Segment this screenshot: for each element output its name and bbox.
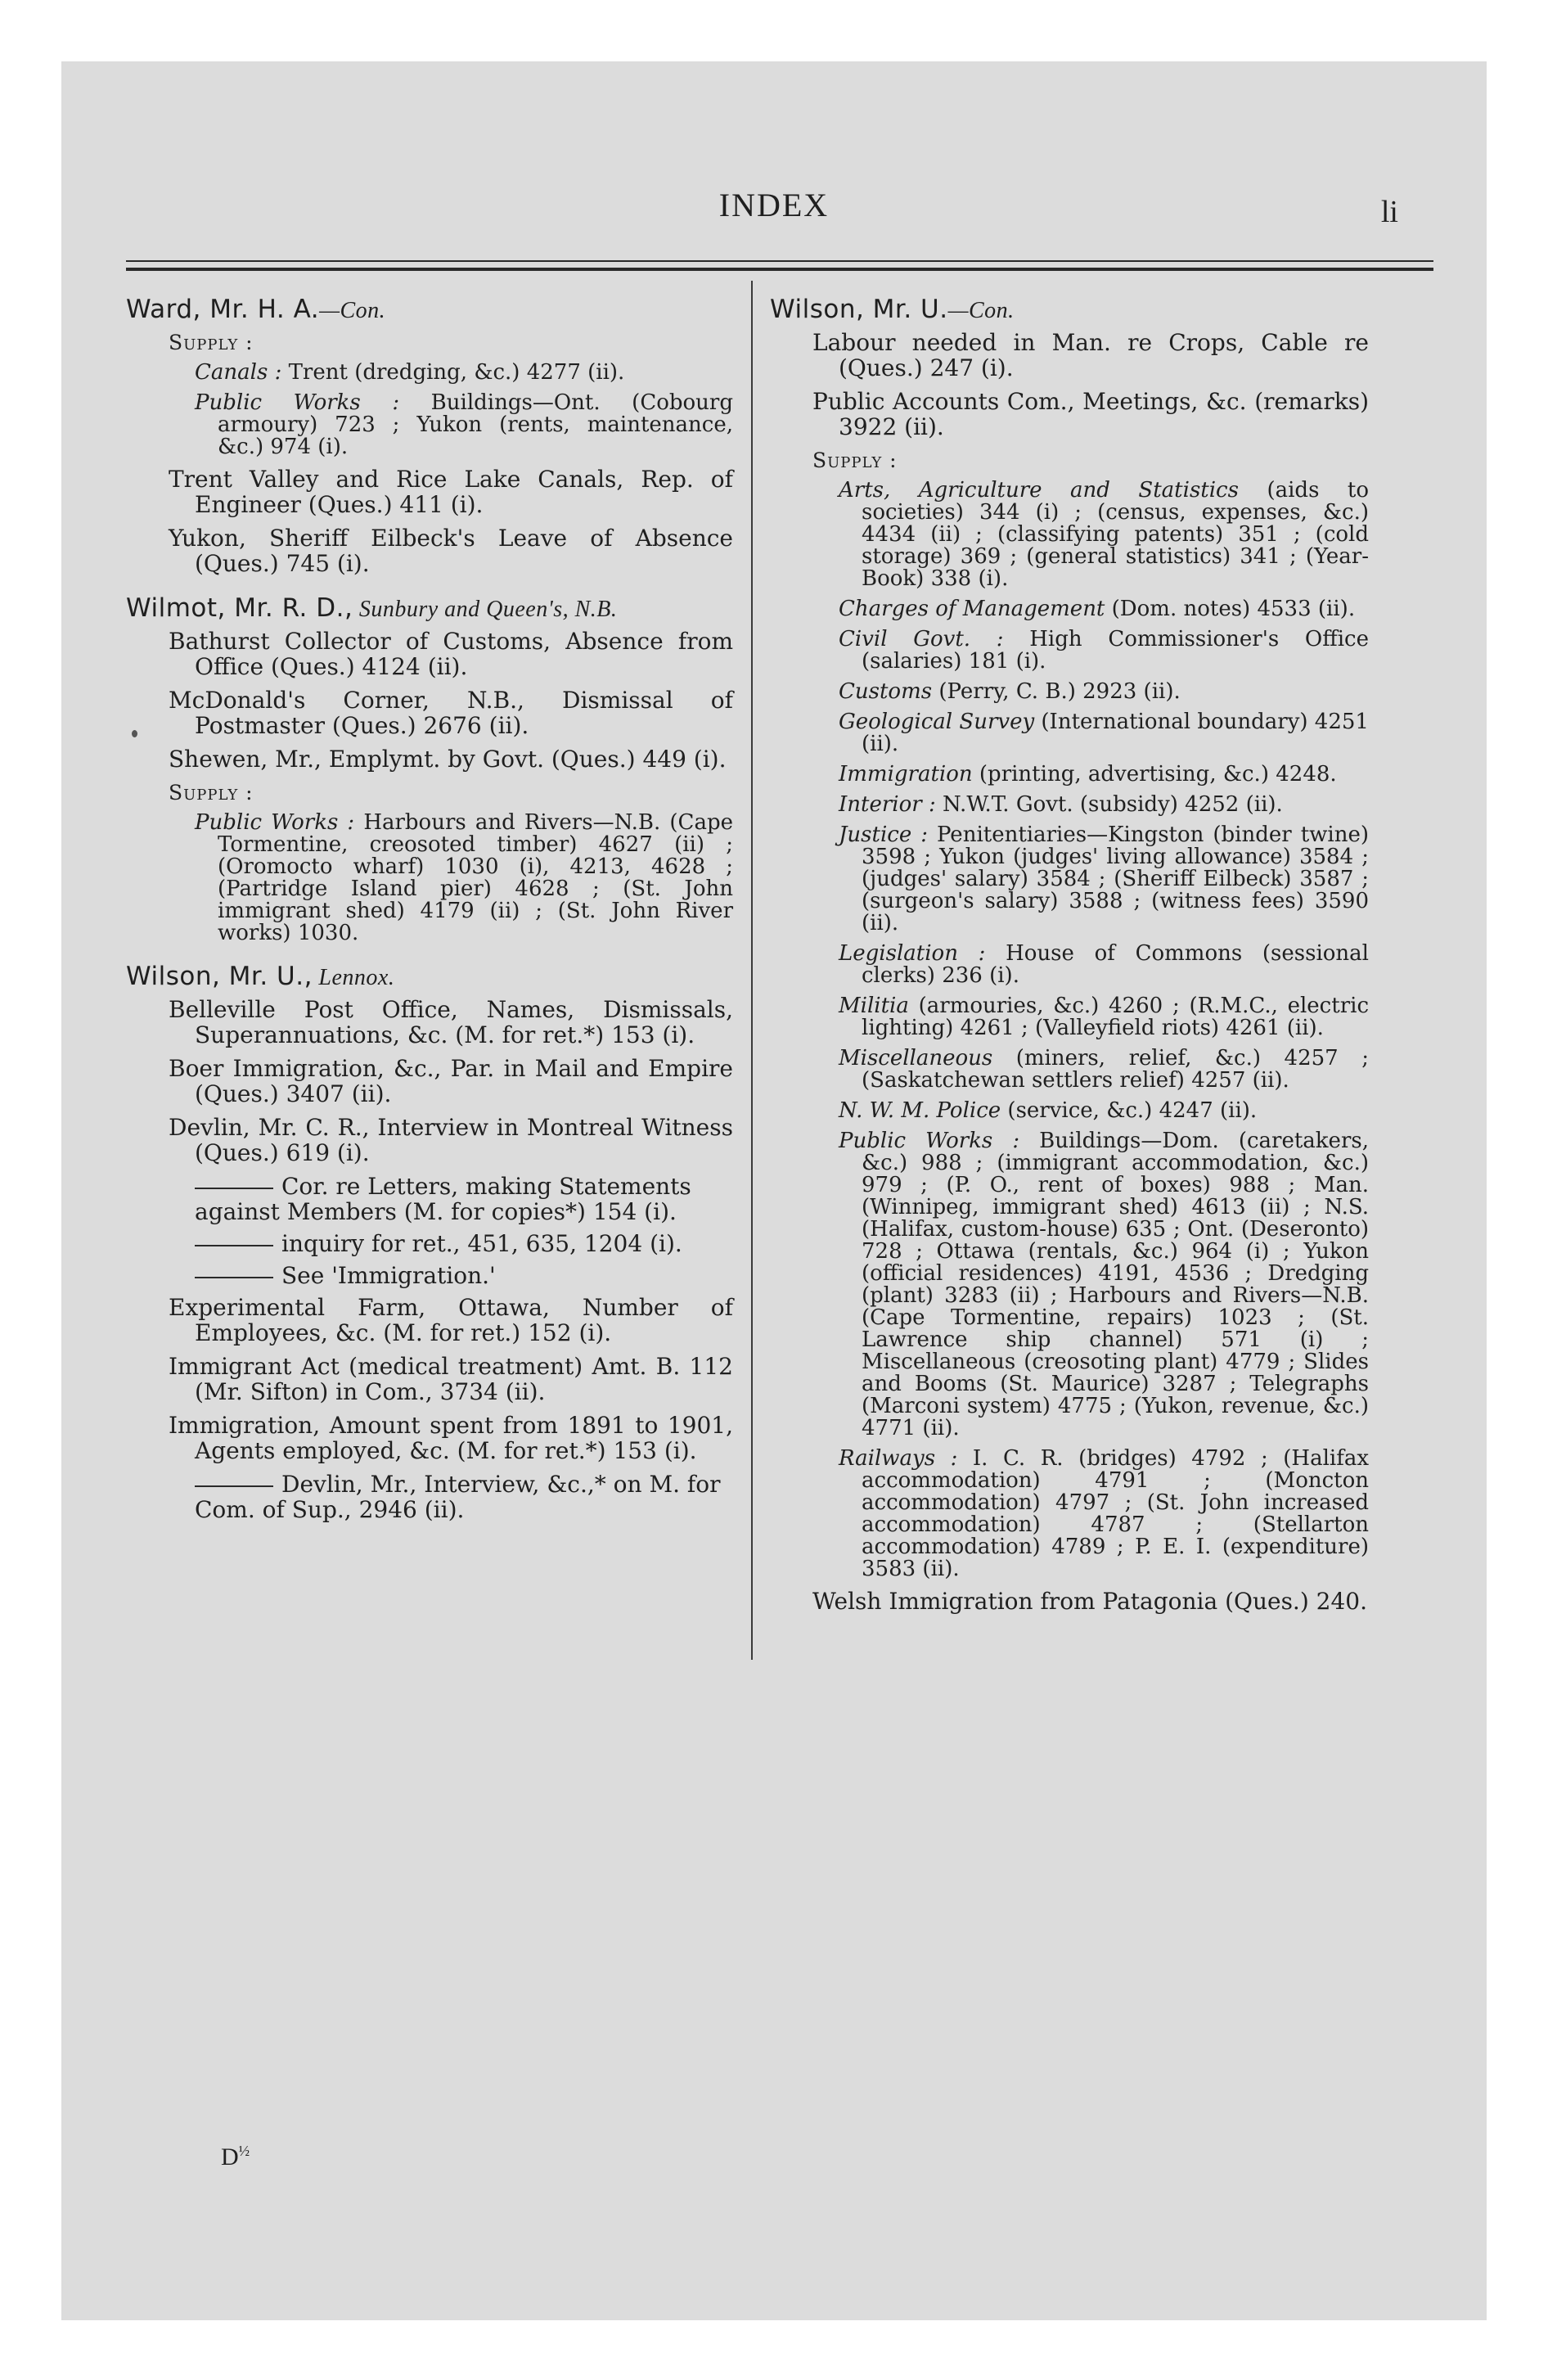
column-divider	[751, 281, 753, 1660]
subentry-label: Civil Govt. :	[839, 627, 1004, 651]
subentry-text: (printing, advertising, &c.) 4248.	[972, 762, 1337, 787]
entry-heading-wilson-con	[770, 297, 1369, 323]
supply-subentry	[839, 629, 1369, 673]
supply-label: Supply :	[812, 449, 898, 472]
scanned-page	[61, 61, 1487, 2320]
subentry-text: I. C. R. (bridges) 4792 ; (Halifax accommodation) 4791 ; (Moncton accommodation) 4797 ; (St. John increased accommodation) 4787 ; (Stellarton accommodation) 4789 ; P. E. I. (expenditure) 3583 (ii).	[862, 1446, 1369, 1581]
subentry-text: (service, &c.) 4247 (ii).	[1001, 1098, 1258, 1123]
entry-heading-ward	[126, 297, 733, 323]
index-dash-item	[169, 1174, 733, 1224]
supply-subentry	[839, 1130, 1369, 1440]
subentry-text: N.W.T. Govt. (subsidy) 4252 (ii).	[935, 792, 1283, 817]
supply-subentry	[195, 392, 733, 458]
page-title: INDEX	[718, 187, 830, 223]
supply-subentry	[839, 824, 1369, 935]
subentry-text: Buildings—Ont. (Cobourg armoury) 723 ; Yukon (rents, maintenance, &c.) 974 (i).	[218, 390, 733, 459]
subentry-label: Railways :	[839, 1446, 958, 1471]
subentry-label: Geological Survey	[839, 710, 1035, 734]
subentry-label: Militia	[839, 994, 909, 1018]
subentry-text: Trent (dredging, &c.) 4277 (ii).	[281, 360, 625, 385]
supply-subentry	[839, 995, 1369, 1039]
subentry-label: Customs	[839, 679, 933, 704]
subentry-text: (International boundary) 4251 (ii).	[862, 710, 1369, 756]
signature-mark	[221, 2143, 250, 2171]
index-dash-item	[169, 1263, 733, 1288]
index-item: Labour needed in Man. re Crops, Cable re (Ques.) 247 (i).	[812, 329, 1369, 381]
subentry-label: Arts, Agriculture and Statistics	[839, 478, 1239, 503]
subentry-text: Harbours and Rivers—N.B. (Cape Tormentine, creosoted timber) 4627 (ii) ; (Oromocto wharf) 1030 (i), 4213, 4628 ; (Partridge Island pier) 4628 ; (St. John immigrant shed) 4179 (ii) ; (St. John River works) 1030.	[218, 810, 733, 945]
index-item: Welsh Immigration from Patagonia (Ques.) 240.	[812, 1588, 1368, 1615]
signature-letter: D	[221, 2143, 239, 2170]
ditto-dash	[195, 1245, 273, 1246]
left-column	[126, 287, 733, 1529]
ditto-dash	[195, 1277, 273, 1278]
supply-label: Supply :	[169, 331, 254, 354]
supply-subentry	[839, 711, 1369, 755]
right-column	[770, 287, 1369, 1622]
entry-heading-wilmot	[126, 593, 733, 623]
subentry-text: High Commissioner's Office (salaries) 181 (i).	[862, 627, 1369, 674]
supply-subentries	[770, 480, 1369, 1580]
index-item: Immigrant Act (medical treatment) Amt. B. 112 (Mr. Sifton) in Com., 3734 (ii).	[169, 1353, 733, 1405]
subentry-text: (aids to societies) 344 (i) ; (census, expenses, &c.) 4434 (ii) ; (classifying patents) 351 ; (cold storage) 369 ; (general statistics) 341 ; (Year-Book) 338 (i).	[862, 478, 1370, 591]
index-item: Devlin, Mr. C. R., Interview in Montreal Witness (Ques.) 619 (i).	[169, 1114, 733, 1166]
index-item: Trent Valley and Rice Lake Canals, Rep. of Engineer (Ques.) 411 (i).	[169, 466, 733, 518]
supply-subentry	[839, 681, 1369, 703]
index-item: Immigration, Amount spent from 1891 to 1901, Agents employed, &c. (M. for ret.*) 153 (i).	[169, 1412, 733, 1464]
subentry-label: N. W. M. Police	[839, 1098, 1001, 1123]
supply-subentry	[839, 764, 1369, 786]
header-rule-thin	[126, 260, 1433, 262]
subentry-label: Miscellaneous	[839, 1046, 993, 1071]
supply-subentry	[195, 812, 733, 944]
ditto-dash	[195, 1485, 273, 1487]
dash-item-text: Devlin, Mr., Interview, &c.,* on M. for Com. of Sup., 2946 (ii).	[195, 1471, 721, 1523]
subentry-label: Public Works :	[839, 1129, 1020, 1153]
index-item: Boer Immigration, &c., Par. in Mail and Empire (Ques.) 3407 (ii).	[169, 1055, 733, 1107]
subentry-text: House of Commons (sessional clerks) 236 (i).	[862, 941, 1369, 988]
ditto-dash	[195, 1188, 273, 1189]
entry-name: Ward, Mr. H. A.	[126, 295, 320, 324]
subentry-label: Public Works :	[195, 810, 355, 835]
index-dash-item	[169, 1472, 733, 1522]
supply-subentry	[839, 943, 1369, 987]
subentry-text: (miners, relief, &c.) 4257 ; (Saskatchewan settlers relief) 4257 (ii).	[862, 1046, 1369, 1093]
dash-item-text: inquiry for ret., 451, 635, 1204 (i).	[281, 1230, 682, 1257]
subentry-text: Penitentiaries—Kingston (binder twine) 3598 ; Yukon (judges' living allowance) 3584 ; (judges' salary) 3584 ; (Sheriff Eilbeck) 3587 ; (surgeon's salary) 3588 ; (witness fees) 3590 (ii).	[862, 823, 1369, 935]
supply-subentry	[839, 1100, 1369, 1122]
entry-suffix: Sunbury and Queen's, N.B.	[353, 597, 618, 622]
index-item: Bathurst Collector of Customs, Absence from Office (Ques.) 4124 (ii).	[169, 628, 733, 680]
supply-subentry	[839, 794, 1369, 816]
subentry-text: (armouries, &c.) 4260 ; (R.M.C., electric lighting) 4261 ; (Valleyfield riots) 4261 (ii).	[862, 994, 1369, 1040]
index-item: Yukon, Sheriff Eilbeck's Leave of Absence (Ques.) 745 (i).	[169, 525, 733, 577]
index-item: Shewen, Mr., Emplymt. by Govt. (Ques.) 449 (i).	[169, 746, 727, 773]
subentry-label: Interior :	[839, 792, 936, 817]
supply-subentry	[839, 1448, 1369, 1580]
entry-suffix: —Con.	[319, 298, 386, 323]
entry-suffix: Lennox.	[312, 965, 395, 990]
subentry-label: Immigration	[839, 762, 973, 787]
supply-subentry	[839, 1048, 1369, 1092]
subentry-label: Public Works :	[195, 390, 400, 415]
subentry-text: (Perry, C. B.) 2923 (ii).	[932, 679, 1181, 704]
subentry-label: Legislation :	[839, 941, 986, 966]
scan-speck	[132, 730, 137, 737]
entry-name: Wilson, Mr. U.	[770, 295, 948, 324]
supply-subentry	[195, 362, 733, 384]
subentry-label: Charges of Management	[839, 597, 1105, 621]
subentry-label: Justice :	[839, 823, 928, 847]
index-item: Public Accounts Com., Meetings, &c. (remarks) 3922 (ii).	[812, 388, 1369, 440]
entry-name: Wilmot, Mr. R. D.,	[126, 593, 353, 623]
dash-item-text: See 'Immigration.'	[281, 1262, 496, 1289]
entry-suffix: —Con.	[947, 298, 1015, 323]
dash-item-text: Cor. re Letters, making Statements against Members (M. for copies*) 154 (i).	[195, 1173, 691, 1225]
entry-heading-wilson	[126, 964, 733, 990]
page-number: li	[1380, 195, 1398, 229]
index-item: Experimental Farm, Ottawa, Number of Employees, &c. (M. for ret.) 152 (i).	[169, 1294, 733, 1346]
entry-name: Wilson, Mr. U.,	[126, 962, 313, 991]
index-dash-item	[169, 1231, 733, 1256]
supply-subentry	[839, 598, 1369, 620]
signature-fraction: ½	[238, 2143, 250, 2159]
supply-subentry	[839, 480, 1369, 590]
index-item: McDonald's Corner, N.B., Dismissal of Postmaster (Ques.) 2676 (ii).	[169, 687, 733, 739]
supply-label: Supply :	[169, 781, 254, 805]
subentry-text: (Dom. notes) 4533 (ii).	[1105, 597, 1356, 621]
index-item: Belleville Post Office, Names, Dismissals, Superannuations, &c. (M. for ret.*) 153 (i).	[169, 996, 733, 1048]
subentry-label: Canals :	[195, 360, 282, 385]
subentry-text: Buildings—Dom. (caretakers, &c.) 988 ; (immigrant accommodation, &c.) 979 ; (P. O., rent of boxes) 988 ; Man. (Winnipeg, immigrant shed) 4613 (ii) ; N.S. (Halifax, custom-house) 635 ; Ont. (Deseronto) 728 ; Ottawa (rentals, &c.) 964 (i) ; Yukon (official residences) 4191, 4536 ; Dredging (plant) 3283 (ii) ; Harbours and Rivers—N.B. (Cape Tormentine, repairs) 1023 ; (St. Lawrence ship channel) 571 (i) ; Miscellaneous (creosoting plant) 4779 ; Slides and Booms (St. Maurice) 3287 ; Telegraphs (Marconi system) 4775 ; (Yukon, revenue, &c.) 4771 (ii).	[862, 1129, 1369, 1440]
header-rule-thick	[126, 268, 1433, 271]
